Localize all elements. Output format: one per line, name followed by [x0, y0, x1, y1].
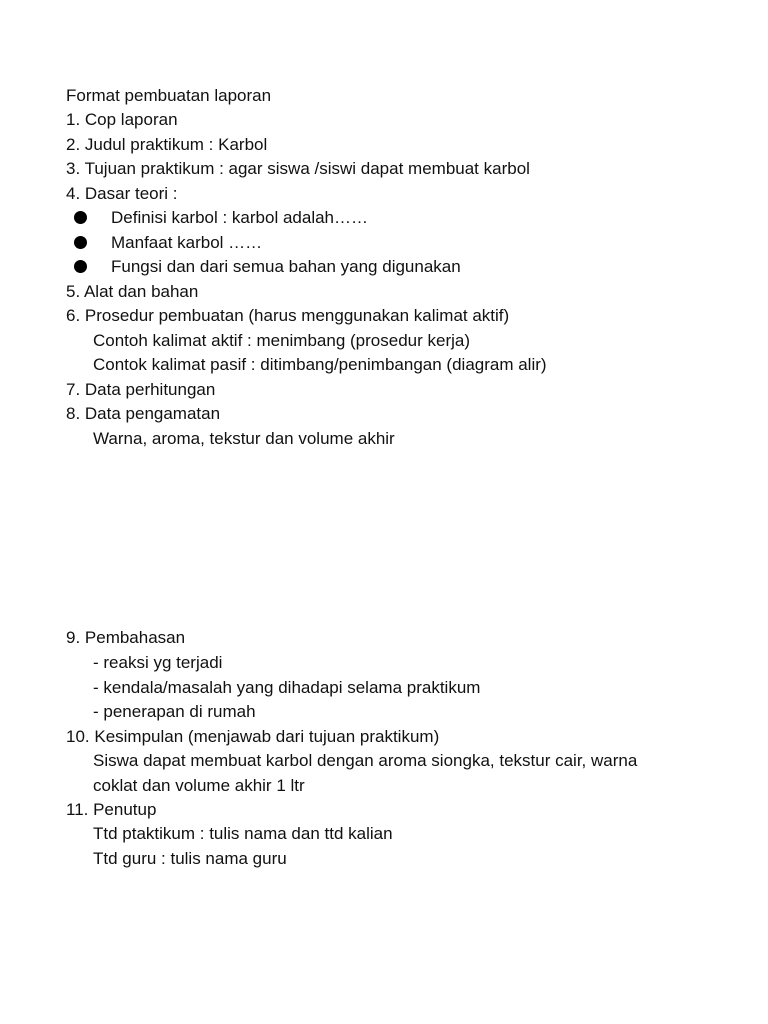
sub-item-penerapan: - penerapan di rumah	[93, 702, 256, 721]
bullet-item-fungsi: Fungsi dan dari semua bahan yang digunakan	[111, 257, 461, 276]
list-item-judul: 2. Judul praktikum : Karbol	[66, 135, 268, 154]
list-item-cop-laporan: 1. Cop laporan	[66, 110, 178, 129]
list-item-alat-bahan: 5. Alat dan bahan	[66, 282, 199, 301]
sub-item-ttd-praktikum: Ttd ptaktikum : tulis nama dan ttd kalian	[93, 824, 393, 843]
sub-item-kalimat-aktif: Contoh kalimat aktif : menimbang (prosedur kerja)	[93, 331, 470, 350]
list-item-prosedur: 6. Prosedur pembuatan (harus menggunakan kalimat aktif)	[66, 306, 510, 325]
sub-item-kendala: - kendala/masalah yang dihadapi selama praktikum	[93, 678, 481, 697]
sub-item-kesimpulan-line-2: coklat dan volume akhir 1 ltr	[93, 776, 305, 795]
bullet-icon	[74, 260, 87, 273]
list-item-data-pengamatan: 8. Data pengamatan	[66, 404, 221, 423]
document-title: Format pembuatan laporan	[66, 86, 272, 105]
sub-item-reaksi: - reaksi yg terjadi	[93, 653, 223, 672]
list-item-tujuan: 3. Tujuan praktikum : agar siswa /siswi dapat membuat karbol	[66, 159, 530, 178]
sub-item-ttd-guru: Ttd guru : tulis nama guru	[93, 849, 287, 868]
list-item-penutup: 11. Penutup	[66, 800, 157, 819]
list-item-kesimpulan: 10. Kesimpulan (menjawab dari tujuan praktikum)	[66, 727, 440, 746]
sub-item-pengamatan: Warna, aroma, tekstur dan volume akhir	[93, 429, 395, 448]
bullet-item-manfaat: Manfaat karbol ……	[111, 233, 263, 252]
bullet-icon	[74, 211, 87, 224]
bullet-item-definisi: Definisi karbol : karbol adalah……	[111, 208, 369, 227]
sub-item-kesimpulan-line-1: Siswa dapat membuat karbol dengan aroma siongka, tekstur cair, warna	[93, 751, 638, 770]
list-item-data-perhitungan: 7. Data perhitungan	[66, 380, 216, 399]
bullet-icon	[74, 236, 87, 249]
sub-item-kalimat-pasif: Contok kalimat pasif : ditimbang/penimbangan (diagram alir)	[93, 355, 547, 374]
list-item-dasar-teori: 4. Dasar teori :	[66, 184, 178, 203]
list-item-pembahasan: 9. Pembahasan	[66, 628, 186, 647]
